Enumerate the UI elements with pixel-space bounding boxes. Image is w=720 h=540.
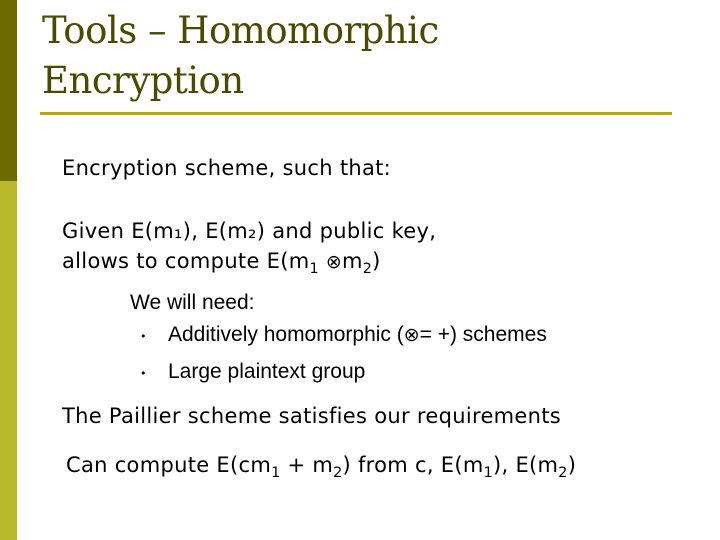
compute-part: Can compute E(cm <box>66 453 272 477</box>
given-line-2-sub1: 1 <box>309 260 319 277</box>
bullet-marker: • <box>140 367 147 380</box>
bullet-item-2: Large plaintext group <box>168 360 366 383</box>
intro-text: Encryption scheme, such that: <box>62 156 392 180</box>
compute-part: ) <box>567 453 577 477</box>
given-line-2-m: m <box>342 249 363 273</box>
given-line-2 <box>62 246 381 277</box>
bullet-1-suffix: = +) schemes <box>419 323 547 346</box>
bullet-item-1 <box>168 321 547 350</box>
title-line-2: Encryption <box>42 59 244 102</box>
accent-bar-light <box>0 181 17 540</box>
given-line-1: Given E(m₁), E(m₂) and public key, <box>62 219 437 243</box>
compute-sub: 2 <box>558 464 568 481</box>
given-line-2-sub2: 2 <box>362 260 373 277</box>
given-line-2-prefix: allows to compute E(m <box>62 249 310 273</box>
need-heading: We will need: <box>130 291 255 314</box>
slide-title <box>42 6 682 106</box>
paillier-text: The Paillier scheme satisfies our requirements <box>62 404 562 428</box>
compute-part: ) from c, E(m <box>342 453 484 477</box>
tensor-operator-icon: ⊗ <box>325 251 342 273</box>
title-line-1: Tools – Homomorphic <box>42 9 439 52</box>
compute-text <box>66 450 576 480</box>
title-divider <box>40 112 672 115</box>
compute-sub: 2 <box>333 464 343 481</box>
compute-part: + m <box>280 453 334 477</box>
bullet-1-prefix: Additively homomorphic ( <box>168 323 404 346</box>
given-line-2-suffix: ) <box>372 249 381 273</box>
compute-sub: 1 <box>271 464 281 481</box>
accent-bar-dark <box>0 0 17 181</box>
bullet-marker: • <box>140 330 147 343</box>
compute-sub: 1 <box>483 464 494 481</box>
compute-part: ), E(m <box>493 453 559 477</box>
tensor-operator-icon: ⊗ <box>403 325 420 346</box>
